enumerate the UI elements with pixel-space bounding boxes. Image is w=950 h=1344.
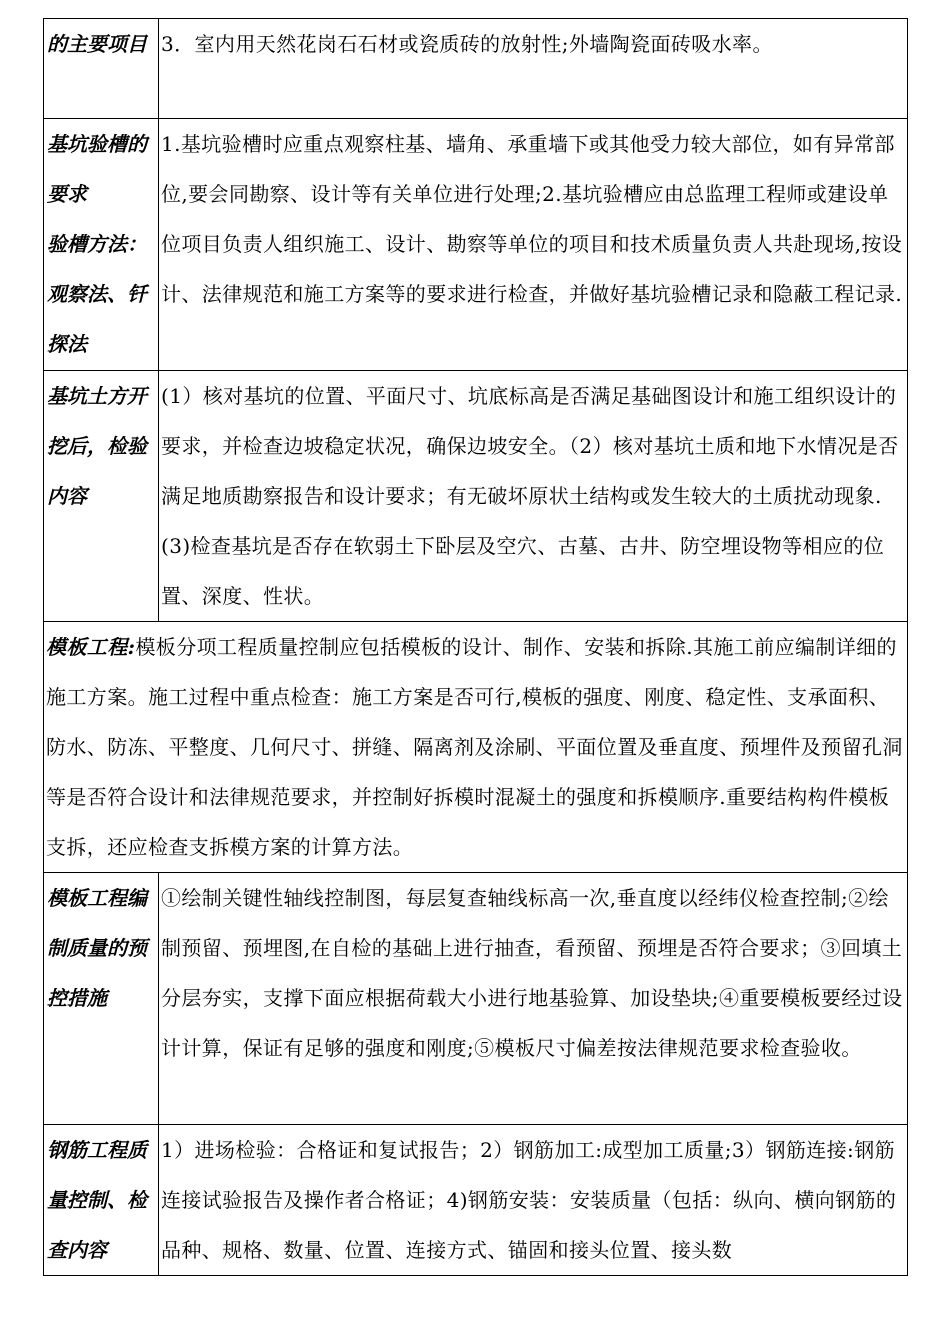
row-formwork-engineering: [44, 622, 908, 873]
table-row: [44, 622, 908, 873]
row-label-excavation-check: 基坑土方开挖后，检验内容: [44, 371, 159, 622]
document-page: [43, 18, 907, 1276]
row-text-rebar-quality: 1）进场检验：合格证和复试报告；2）钢筋加工:成型加工质量;3）钢筋连接:钢筋连接试验报告及操作者合格证；4)钢筋安装：安装质量（包括：纵向、横向钢筋的品种、规格、数量、位置、连接方式、锚固和接头位置、接头数: [159, 1125, 908, 1276]
label-line-1: 基坑验槽的要求: [47, 132, 147, 206]
table-row: [44, 119, 908, 371]
row-label-main-items: 的主要项目: [44, 19, 159, 119]
row-text-formwork-precontrol: ①绘制关键性轴线控制图，每层复查轴线标高一次,垂直度以经纬仪检查控制;②绘制预留、预埋图,在自检的基础上进行抽查，看预留、预埋是否符合要求；③回填土分层夯实，支撑下面应根据荷载大小进行地基验算、加设垫块;④重要模板要经过设计计算，保证有足够的强度和刚度;⑤模板尺寸偏差按法律规范要求检查验收。: [159, 873, 908, 1125]
quality-control-table: [43, 18, 908, 1276]
formwork-text: 模板分项工程质量控制应包括模板的设计、制作、安装和拆除.其施工前应编制详细的施工方案。施工过程中重点检查：施工方案是否可行,模板的强度、刚度、稳定性、支承面积、防水、防冻、平整度、几何尺寸、拼缝、隔离剂及涂刷、平面位置及垂直度、预埋件及预留孔洞等是否符合设计和法律规范要求，并控制好拆模时混凝土的强度和拆模顺序.重要结构构件模板支拆，还应检查支拆模方案的计算方法。: [46, 635, 903, 859]
table-row: [44, 873, 908, 1125]
table-row: [44, 19, 908, 119]
row-text-excavation-check: (1）核对基坑的位置、平面尺寸、坑底标高是否满足基础图设计和施工组织设计的要求，并检查边坡稳定状况，确保边坡安全。（2）核对基坑土质和地下水情况是否满足地质勘察报告和设计要求；有无破坏原状土结构或发生较大的土质扰动现象.(3)检查基坑是否存在软弱土下卧层及空穴、古墓、古井、防空埋设物等相应的位置、深度、性状。: [159, 371, 908, 622]
formwork-inline-label: 模板工程:: [46, 635, 136, 659]
table-row: [44, 1125, 908, 1276]
row-label-formwork-precontrol: 模板工程编制质量的预控措施: [44, 873, 159, 1125]
table-row: [44, 371, 908, 622]
row-label-rebar-quality: 钢筋工程质量控制、检查内容: [44, 1125, 159, 1276]
label-line-2: 验槽方法：观察法、钎探法: [47, 232, 147, 356]
row-text-pit-inspection: 1.基坑验槽时应重点观察柱基、墙角、承重墙下或其他受力较大部位，如有异常部位,要会同勘察、设计等有关单位进行处理;2.基坑验槽应由总监理工程师或建设单位项目负责人组织施工、设计、勘察等单位的项目和技术质量负责人共赴现场,按设计、法律规范和施工方案等的要求进行检查，并做好基坑验槽记录和隐蔽工程记录.: [159, 119, 908, 371]
row-label-pit-inspection: [44, 119, 159, 371]
row-text-main-items: 3．室内用天然花岗石石材或瓷质砖的放射性;外墙陶瓷面砖吸水率。: [159, 19, 908, 119]
